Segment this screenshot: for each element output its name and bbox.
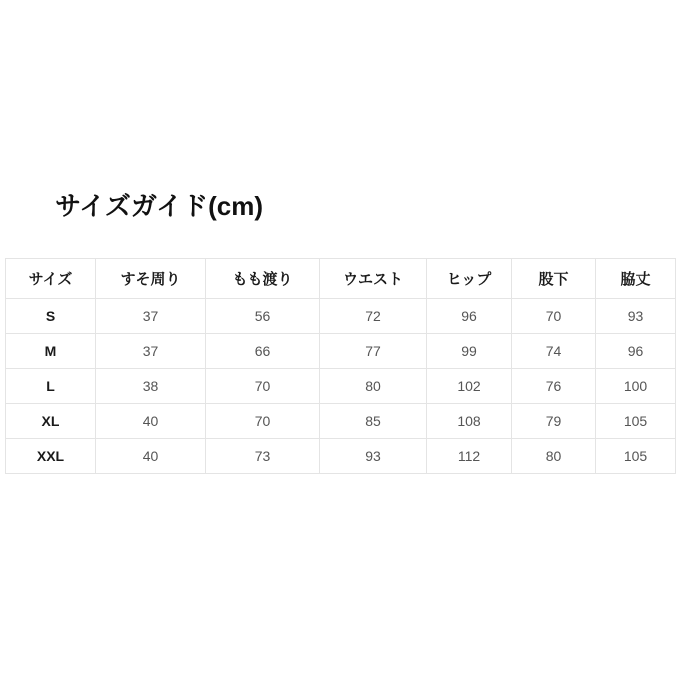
header-cell-hip: ヒップ [427,259,512,299]
value-cell: 85 [320,404,427,439]
value-cell: 102 [427,369,512,404]
header-cell-side-length: 脇丈 [596,259,676,299]
value-cell: 77 [320,334,427,369]
value-cell: 99 [427,334,512,369]
value-cell: 70 [512,299,596,334]
size-cell: L [6,369,96,404]
value-cell: 96 [596,334,676,369]
value-cell: 70 [206,369,320,404]
value-cell: 73 [206,439,320,474]
size-guide-table [5,258,676,474]
table-row-m [6,334,676,369]
table-row-xl [6,404,676,439]
size-cell: M [6,334,96,369]
header-cell-thigh: もも渡り [206,259,320,299]
value-cell: 80 [512,439,596,474]
table-row-s [6,299,676,334]
size-cell: XL [6,404,96,439]
value-cell: 70 [206,404,320,439]
table-header-row [6,259,676,299]
header-cell-size: サイズ [6,259,96,299]
value-cell: 112 [427,439,512,474]
size-cell: XXL [6,439,96,474]
value-cell: 40 [96,404,206,439]
value-cell: 76 [512,369,596,404]
header-cell-waist: ウエスト [320,259,427,299]
value-cell: 79 [512,404,596,439]
value-cell: 37 [96,299,206,334]
value-cell: 38 [96,369,206,404]
size-cell: S [6,299,96,334]
value-cell: 56 [206,299,320,334]
value-cell: 96 [427,299,512,334]
header-cell-hem: すそ周り [96,259,206,299]
value-cell: 74 [512,334,596,369]
value-cell: 40 [96,439,206,474]
table-row-l [6,369,676,404]
value-cell: 105 [596,404,676,439]
value-cell: 93 [596,299,676,334]
value-cell: 100 [596,369,676,404]
value-cell: 80 [320,369,427,404]
page-title: サイズガイド(cm) [55,191,264,221]
value-cell: 105 [596,439,676,474]
value-cell: 108 [427,404,512,439]
table-row-xxl [6,439,676,474]
value-cell: 37 [96,334,206,369]
header-cell-inseam: 股下 [512,259,596,299]
value-cell: 93 [320,439,427,474]
value-cell: 66 [206,334,320,369]
value-cell: 72 [320,299,427,334]
